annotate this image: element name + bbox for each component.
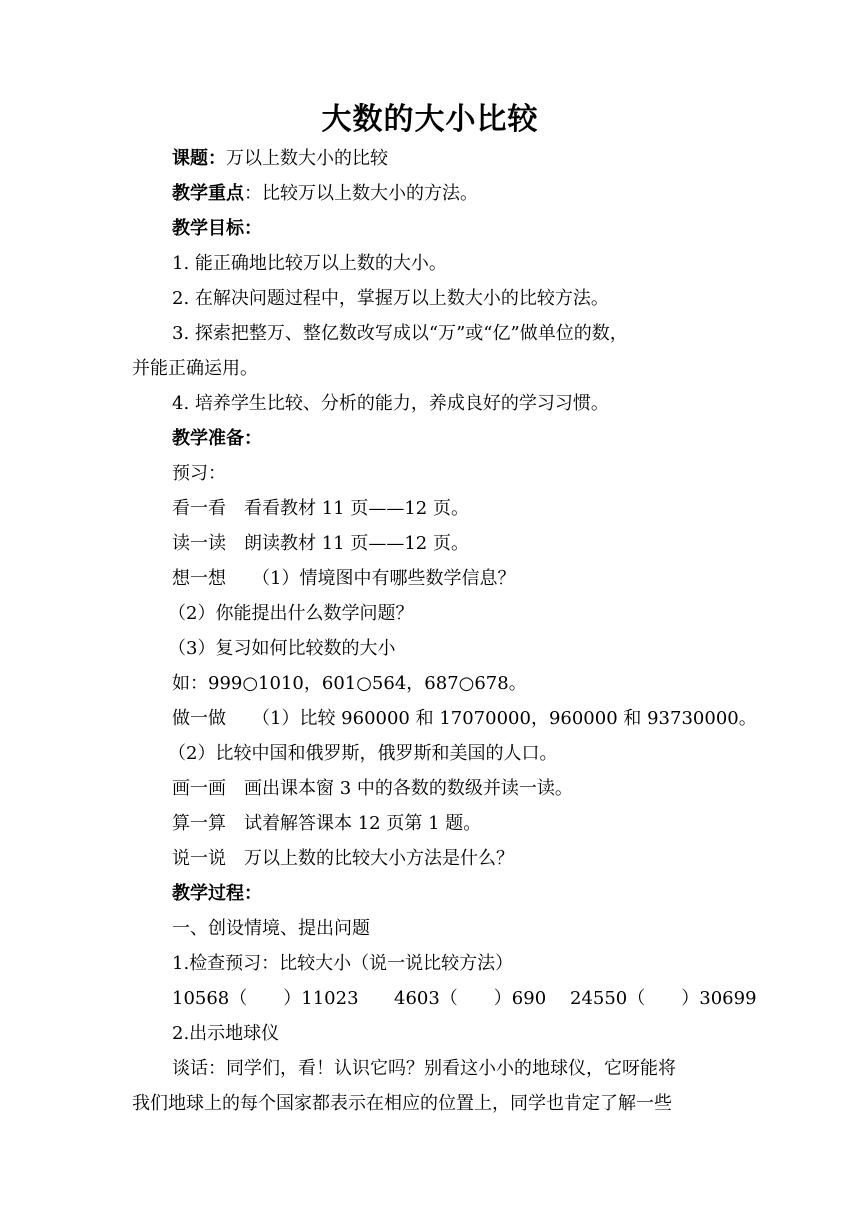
compare-item-1: 10568（ ）11023: [172, 988, 359, 1009]
topic-text: 万以上数大小的比较: [226, 148, 388, 169]
draw-head: 画一画: [172, 778, 226, 799]
compare-row: [172, 986, 757, 1012]
think-head: 想一想: [172, 568, 226, 589]
read-head: 读一读: [172, 533, 226, 554]
prep-do: [172, 706, 757, 732]
focus-line: [172, 181, 478, 207]
read-text: 朗读教材 11 页——12 页。: [244, 533, 469, 554]
draw-text: 画出课本窗 3 中的各数的数级并读一读。: [244, 778, 573, 799]
prep-draw: [172, 776, 573, 802]
goal-item-4: 4. 培养学生比较、分析的能力，养成良好的学习习惯。: [172, 393, 609, 414]
calc-text: 试着解答课本 12 页第 1 题。: [244, 813, 482, 834]
look-text: 看看教材 11 页——12 页。: [244, 498, 469, 519]
prep-calc: [172, 811, 481, 837]
compare-item-2: 4603（ ）690: [394, 988, 547, 1009]
page-title: 大数的大小比较: [321, 102, 539, 137]
prep-do-2: （2）比较中国和俄罗斯，俄罗斯和美国的人口。: [168, 743, 558, 764]
prep-read: [172, 531, 469, 557]
prep-example: 如：999○1010，601○564，687○678。: [172, 673, 527, 694]
prep-look: [172, 496, 469, 522]
prep-preview: 预习：: [172, 463, 226, 484]
prep-think: [172, 566, 515, 592]
goal-item-3-cont: 并能正确运用。: [132, 358, 258, 379]
say-text: 万以上数的比较大小方法是什么？: [244, 848, 514, 869]
topic-label: 课题：: [172, 148, 226, 169]
goal-item-3: 3. 探索把整万、整亿数改写成以“万”或“亿”做单位的数，: [172, 323, 628, 344]
process-heading: 教学过程：: [172, 883, 262, 904]
talk-line-1: 谈话：同学们，看！认识它吗？别看这小小的地球仪，它呀能将: [172, 1058, 676, 1079]
talk-line-2: 我们地球上的每个国家都表示在相应的位置上，同学也肯定了解一些: [132, 1093, 672, 1114]
topic-line: [172, 146, 388, 172]
compare-item-3: 24550（ ）30699: [570, 988, 757, 1009]
do-head: 做一做: [172, 708, 226, 729]
prep-say: [172, 846, 514, 872]
focus-text: ：比较万以上数大小的方法。: [244, 183, 478, 204]
goal-item-2: 2. 在解决问题过程中，掌握万以上数大小的比较方法。: [172, 288, 609, 309]
calc-head: 算一算: [172, 813, 226, 834]
focus-label: 教学重点: [172, 183, 244, 204]
process-step-2: 2.出示地球仪: [172, 1023, 280, 1044]
prep-think-3: （3）复习如何比较数的大小: [168, 638, 396, 659]
do-text: （1）比较 960000 和 17070000，960000 和 93730000。: [252, 708, 757, 729]
look-head: 看一看: [172, 498, 226, 519]
prep-heading: 教学准备：: [172, 428, 262, 449]
process-step-1: 1.检查预习：比较大小（说一说比较方法）: [172, 953, 514, 974]
say-head: 说一说: [172, 848, 226, 869]
goal-item-1: 1. 能正确地比较万以上数的大小。: [172, 253, 447, 274]
prep-think-2: （2）你能提出什么数学问题？: [168, 603, 414, 624]
process-section-1: 一、创设情境、提出问题: [172, 918, 370, 939]
goals-heading: 教学目标：: [172, 218, 262, 239]
think-text: （1）情境图中有哪些数学信息？: [252, 568, 516, 589]
